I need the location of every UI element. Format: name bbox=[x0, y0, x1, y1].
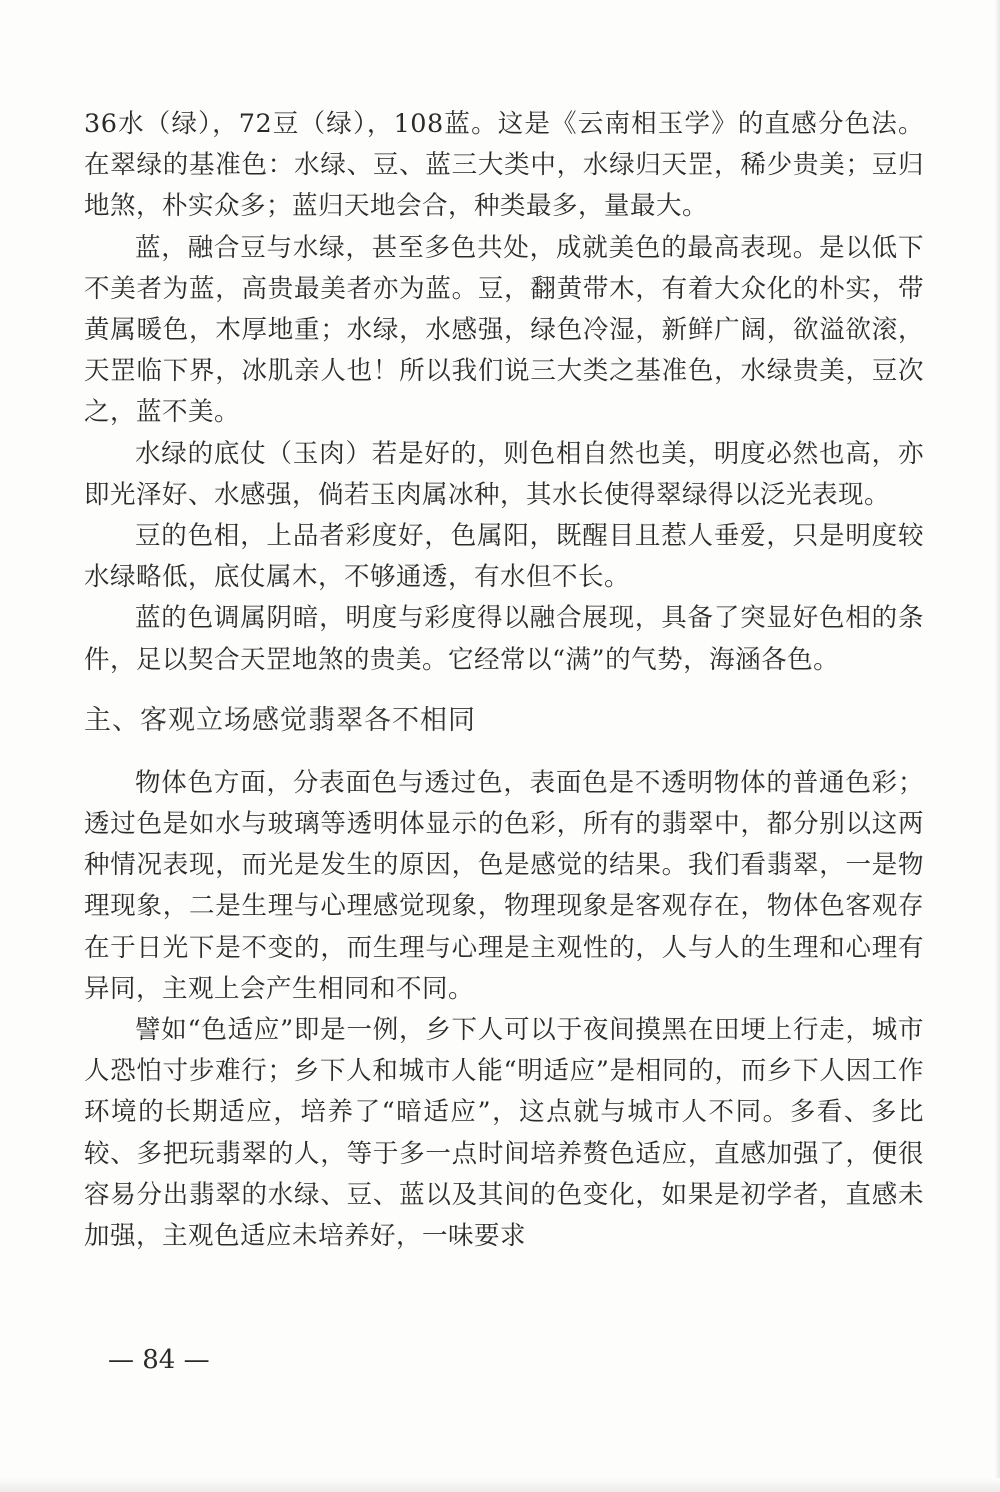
paragraph-color-classification: 36水（绿），72豆（绿），108蓝。这是《云南相玉学》的直感分色法。在翠绿的基准色：水绿、豆、蓝三大类中，水绿归天罡，稀少贵美；豆归地煞，朴实众多；蓝归天地会合，种类最多，量最大。 bbox=[84, 109, 924, 222]
paragraph-bean-color: 豆的色相，上品者彩度好，色属阳，既醒目且惹人垂爱，只是明度较水绿略低，底仗属木，不够通透，有水但不长。 bbox=[84, 521, 924, 593]
scan-edge-bottom bbox=[0, 1478, 1000, 1492]
page-number: — 84 — bbox=[108, 1345, 210, 1375]
paragraph-color-adaptation: 譬如“色适应”即是一例，乡下人可以于夜间摸黑在田埂上行走，城市人恐怕寸步难行；乡下人和城市人能“明适应”是相同的，而乡下人因工作环境的长期适应，培养了“暗适应”，这点就与城市人不同。多看、多比较、多把玩翡翠的人，等于多一点时间培养赘色适应，直感加强了，便很容易分出翡翠的水绿、豆、蓝以及其间的色变化，如果是初学者，直感未加强，主观色适应未培养好，一味要求 bbox=[84, 1015, 924, 1252]
section-heading: 主、客观立场感觉翡翠各不相同 bbox=[84, 704, 476, 736]
paragraph-object-color: 物体色方面，分表面色与透过色，表面色是不透明物体的普通色彩；透过色是如水与玻璃等透明体显示的色彩，所有的翡翠中，都分别以这两种情况表现，而光是发生的原因，色是感觉的结果。我们看翡翠，一是物理现象，二是生理与心理感觉现象，物理现象是客观存在，物体色客观存在于日光下是不变的，而生理与心理是主观性的，人与人的生理和心理有异同，主观上会产生相同和不同。 bbox=[84, 767, 924, 1004]
paragraph-blue-tone: 蓝的色调属阴暗，明度与彩度得以融合展现，具备了突显好色相的条件，足以契合天罡地煞的贵美。它经常以“满”的气势，海涵各色。 bbox=[84, 603, 924, 675]
paragraph-blue-description: 蓝，融合豆与水绿，甚至多色共处，成就美色的最高表现。是以低下不美者为蓝，高贵最美者亦为蓝。豆，翻黄带木，有着大众化的朴实，带黄属暖色，木厚地重；水绿，水感强，绿色冷湿，新鲜广阔，欲溢欲滚，天罡临下界，冰肌亲人也！所以我们说三大类之基准色，水绿贵美，豆次之，蓝不美。 bbox=[84, 232, 924, 428]
paragraph-water-green: 水绿的底仗（玉肉）若是好的，则色相自然也美，明度必然也高，亦即光泽好、水感强，倘若玉肉属冰种，其水长使得翠绿得以泛光表现。 bbox=[84, 438, 924, 510]
scan-edge-right bbox=[994, 0, 1000, 1492]
page-body bbox=[84, 104, 924, 1257]
